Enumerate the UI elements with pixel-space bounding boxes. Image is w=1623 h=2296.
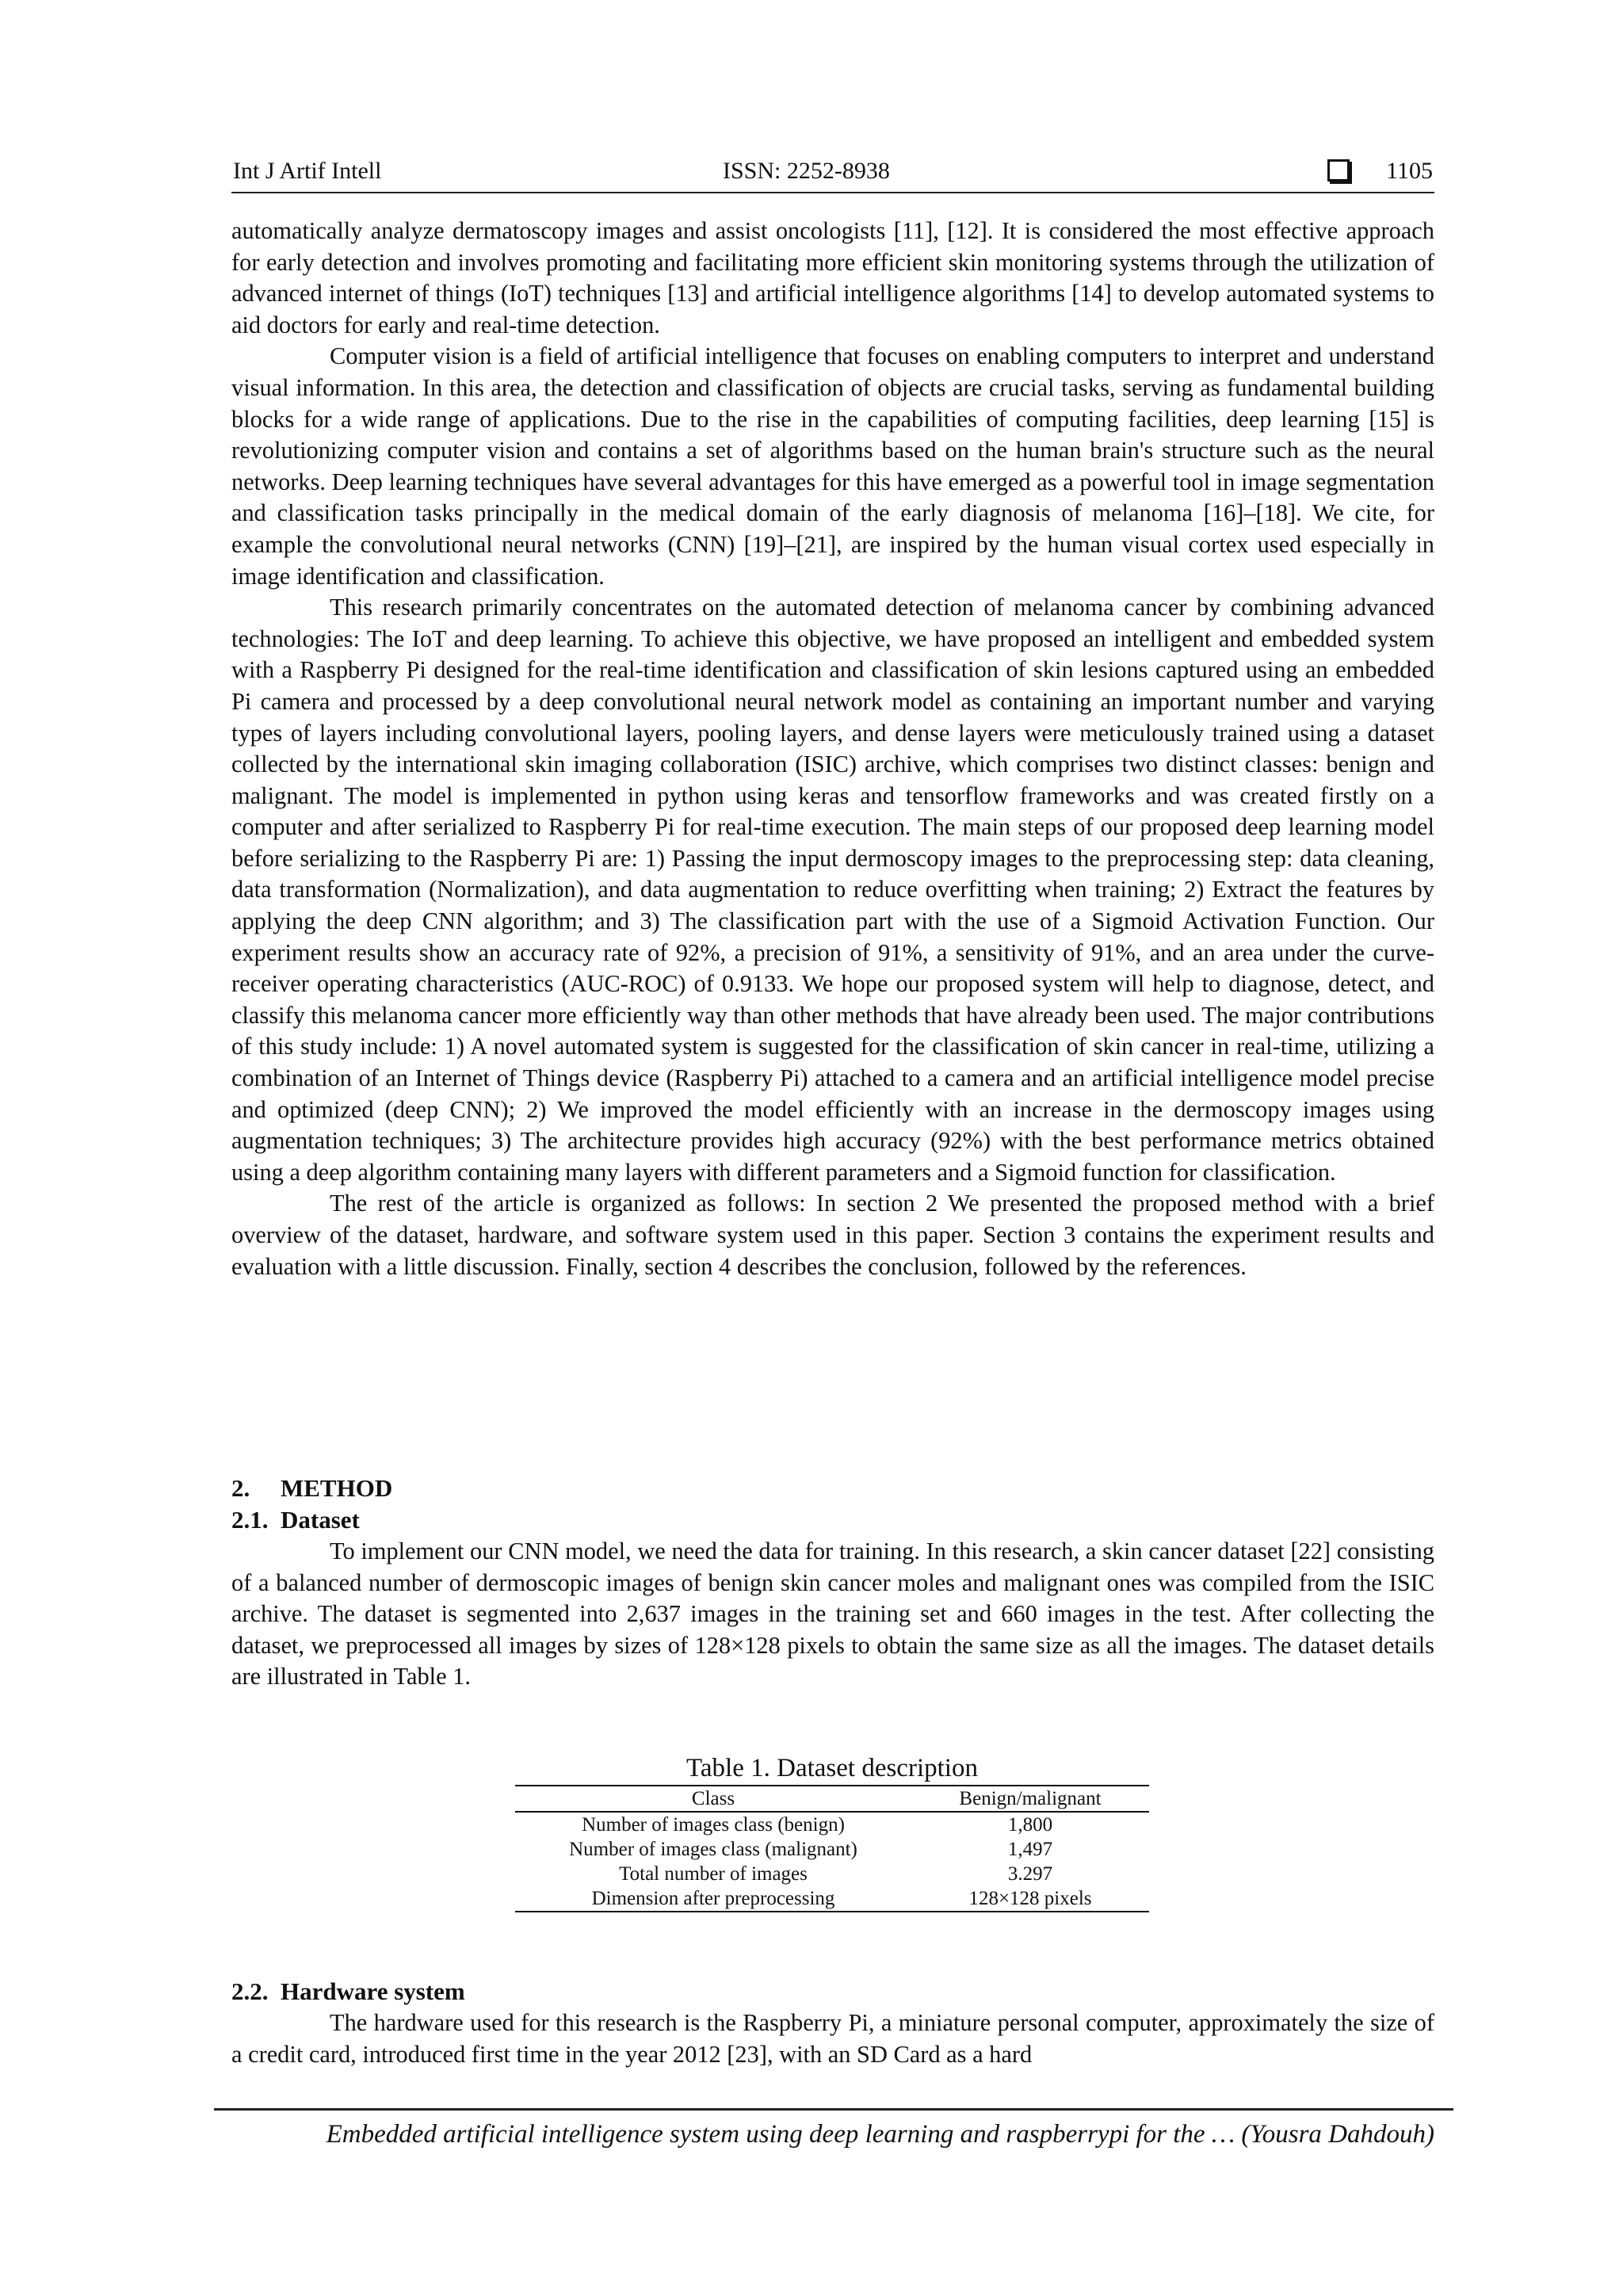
paragraph: This research primarily concentrates on the automated detection of melanoma cancer by combining advanced technologies: The IoT and deep learning. To achieve this objective, we have proposed an intelligent and embedded system with a Raspberry Pi designed for the real-time identification and classification of skin lesions captured using an embedded Pi camera and processed by a deep convolutional neural network model as containing an important number and varying types of layers including convolutional layers, pooling layers, and dense layers were meticulously trained using a dataset collected by the international skin imaging collaboration (ISIC) archive, which comprises two distinct classes: benign and malignant. The model is implemented in python using keras and tensorflow frameworks and was created firstly on a computer and after serialized to Raspberry Pi for real-time execution. The main steps of our proposed deep learning model before serializing to the Raspberry Pi are: 1) Passing the input dermoscopy images to the preprocessing step: data cleaning, data transformation (Normalization), and data augmentation to reduce overfitting when training; 2) Extract the features by applying the deep CNN algorithm; and 3) The classification part with the use of a Sigmoid Activation Function. Our experiment results show an accuracy rate of 92%, a precision of 91%, a sensitivity of 91%, and an area under the curve- receiver operating characteristics (AUC-ROC) of 0.9133. We hope our proposed system will help to diagnose, detect, and classify this melanoma cancer more efficiently way than other methods that have already been used. The major contributions of this study include: 1) A novel automated system is suggested for the classification of skin cancer in real-time, utilizing a combination of an Internet of Things device (Raspberry Pi) attached to a camera and an artificial intelligence model precise and optimized (deep CNN); 2) We improved the model efficiently with an increase in the dermoscopy images using augmentation techniques; 3) The architecture provides high accuracy (92%) with the best performance metrics obtained using a deep algorithm containing many layers with different parameters and a Sigmoid function for classification. bbox=[231, 594, 1434, 1186]
subsection-title: Hardware system bbox=[281, 1977, 465, 2005]
table-row bbox=[515, 1862, 1149, 1886]
paragraph: The hardware used for this research is the Raspberry Pi, a miniature personal computer, approximately the size of a credit card, introduced first time in the year 2012 [23], with an SD Card as a hard bbox=[231, 2009, 1434, 2068]
paragraph: automatically analyze dermatoscopy images and assist oncologists [11], [12]. It is considered the most effective approach for early detection and involves promoting and facilitating more efficient skin monitoring systems through the utilization of advanced internet of things (IoT) techniques [13] and artificial intelligence algorithms [14] to develop automated systems to aid doctors for early and real-time detection. bbox=[231, 217, 1434, 338]
section-number: 2. bbox=[231, 1474, 250, 1502]
page-number-group bbox=[1327, 157, 1433, 185]
paragraph: To implement our CNN model, we need the data for training. In this research, a skin cancer dataset [22] consisting of a balanced number of dermoscopic images of benign skin cancer moles and malignant ones was compiled from the ISIC archive. The dataset is segmented into 2,637 images in the training set and 660 images in the test. After collecting the dataset, we preprocessed all images by sizes of 128×128 pixels to obtain the same size as all the images. The dataset details are illustrated in Table 1. bbox=[231, 1538, 1434, 1690]
checkbox-square-icon bbox=[1327, 159, 1350, 181]
table-row bbox=[515, 1886, 1149, 1912]
section-title: METHOD bbox=[281, 1474, 393, 1502]
table-cell: Number of images class (benign) bbox=[582, 1814, 845, 1836]
table-cell: Dimension after preprocessing bbox=[591, 1888, 835, 1909]
issn: ISSN: 2252-8938 bbox=[723, 158, 890, 184]
table-1 bbox=[515, 1753, 1149, 1912]
table-cell: 128×128 pixels bbox=[968, 1888, 1092, 1909]
dataset-table bbox=[515, 1785, 1149, 1912]
table-cell: Number of images class (malignant) bbox=[569, 1839, 857, 1860]
hardware-body bbox=[231, 2008, 1434, 2070]
table-header-cell: Benign/malignant bbox=[911, 1786, 1149, 1812]
table-cell: Total number of images bbox=[619, 1863, 808, 1885]
table-row bbox=[515, 1812, 1149, 1837]
table-cell: 3.297 bbox=[1007, 1863, 1053, 1885]
dataset-body bbox=[231, 1536, 1434, 1693]
subsection-number: 2.1. bbox=[231, 1506, 269, 1534]
table-cell: 1,497 bbox=[1007, 1839, 1053, 1860]
table-header-cell: Class bbox=[515, 1786, 911, 1812]
running-header bbox=[231, 157, 1434, 193]
subsection-number: 2.2. bbox=[231, 1977, 269, 2005]
subsection-heading-hardware bbox=[231, 1976, 465, 2008]
table-caption: Table 1. Dataset description bbox=[686, 1754, 978, 1782]
page-number: 1105 bbox=[1386, 158, 1433, 184]
running-footer: Embedded artificial intelligence system using deep learning and raspberrypi for the … (Yousra Dahdouh) bbox=[326, 2120, 1434, 2149]
journal-name: Int J Artif Intell bbox=[233, 158, 382, 184]
section-heading-method bbox=[231, 1473, 392, 1504]
table-row bbox=[515, 1837, 1149, 1862]
paragraph: The rest of the article is organized as follows: In section 2 We presented the proposed method with a brief overview of the dataset, hardware, and software system used in this paper. Section 3 contains the experiment results and evaluation with a little discussion. Finally, section 4 describes the conclusion, followed by the references. bbox=[231, 1190, 1434, 1280]
table-header-row bbox=[515, 1786, 1149, 1812]
subsection-heading-dataset bbox=[231, 1504, 360, 1536]
intro-body bbox=[231, 216, 1434, 1282]
footer-rule bbox=[214, 2108, 1453, 2111]
subsection-title: Dataset bbox=[281, 1506, 360, 1534]
paragraph: Computer vision is a field of artificial intelligence that focuses on enabling computers to interpret and understand visual information. In this area, the detection and classification of objects are crucial tasks, serving as fundamental building blocks for a wide range of applications. Due to the rise in the capabilities of computing facilities, deep learning [15] is revolutionizing computer vision and contains a set of algorithms based on the human brain's structure such as the neural networks. Deep learning techniques have several advantages for this have emerged as a powerful tool in image segmentation and classification tasks principally in the medical domain of the early diagnosis of melanoma [16]–[18]. We cite, for example the convolutional neural networks (CNN) [19]–[21], are inspired by the human visual cortex used especially in image identification and classification. bbox=[231, 342, 1434, 590]
table-cell: 1,800 bbox=[1007, 1814, 1053, 1836]
